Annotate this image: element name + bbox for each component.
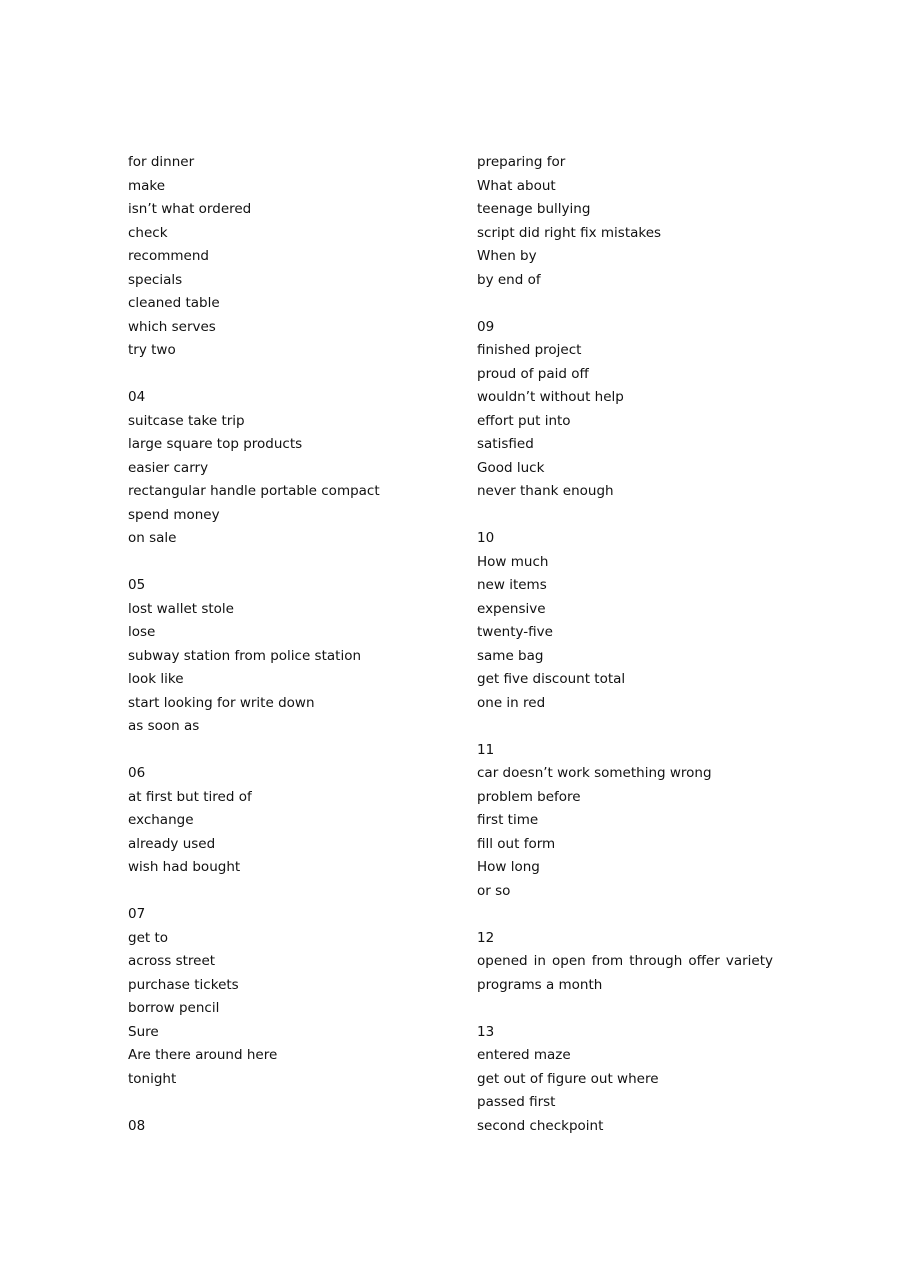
phrase-line: second checkpoint [477, 1117, 604, 1134]
phrase-line: tonight [128, 1070, 177, 1087]
phrase-line: entered maze [477, 1047, 571, 1063]
phrase-line: How much [477, 553, 549, 570]
right-column [477, 151, 773, 1138]
section-number: 08 [128, 1117, 146, 1134]
phrase-line: get five discount total [477, 671, 626, 687]
blank-line [128, 739, 428, 763]
phrase-line: large square top products [128, 436, 303, 452]
phrase-line: recommend [128, 248, 209, 264]
phrase-line: never thank enough [477, 483, 614, 499]
phrase-line: problem before [477, 788, 581, 805]
phrase-line: When by [477, 248, 537, 264]
section-number: 07 [128, 906, 146, 922]
phrase-line: lose [128, 624, 156, 640]
phrase-line: by end of [477, 271, 541, 288]
phrase-line: effort put into [477, 412, 571, 429]
phrase-line: specials [128, 271, 183, 288]
phrase-line: cleaned table [128, 295, 220, 311]
phrase-line: teenage bullying [477, 201, 591, 217]
section-number: 09 [477, 318, 495, 335]
phrase-line: satisfied [477, 436, 534, 452]
phrase-line: preparing for [477, 154, 566, 170]
phrase-line: on sale [128, 530, 177, 546]
phrase-line: expensive [477, 600, 546, 617]
phrase-line: wish had bought [128, 859, 241, 875]
phrase-line: programs a month [477, 976, 603, 993]
phrase-line: get to [128, 929, 169, 946]
phrase-line: already used [128, 835, 216, 852]
phrase-line: check [128, 224, 168, 241]
blank-line [477, 997, 773, 1021]
phrase-line: Sure [128, 1023, 159, 1040]
phrase-line: which serves [128, 318, 216, 335]
phrase-line: start looking for write down [128, 694, 315, 711]
blank-line [477, 715, 773, 739]
phrase-line: subway station from police station [128, 647, 362, 664]
phrase-line: or so [477, 882, 511, 899]
section-number: 11 [477, 741, 495, 758]
phrase-line: Good luck [477, 459, 545, 476]
phrase-line: exchange [128, 812, 194, 828]
phrase-line: make [128, 177, 166, 194]
phrase-line: rectangular handle portable compact [128, 483, 380, 499]
section-number: 06 [128, 765, 146, 781]
blank-line [477, 504, 773, 528]
phrase-line: car doesn’t work something wrong [477, 765, 712, 781]
phrase-line: isn’t what ordered [128, 201, 252, 217]
phrase-line: as soon as [128, 718, 200, 734]
section-number: 13 [477, 1023, 495, 1040]
phrase-line: look like [128, 671, 184, 687]
blank-line [477, 903, 773, 927]
section-number: 05 [128, 577, 146, 593]
phrase-line: finished project [477, 342, 582, 358]
phrase-line: try two [128, 342, 176, 358]
blank-line [128, 551, 428, 575]
phrase-line: new items [477, 577, 547, 593]
phrase-line: twenty-five [477, 624, 553, 640]
phrase-line: borrow pencil [128, 1000, 220, 1016]
section-number: 10 [477, 530, 495, 546]
phrase-line: across street [128, 953, 216, 969]
phrase-line: get out of figure out where [477, 1070, 659, 1087]
blank-line [128, 880, 428, 904]
phrase-line: easier carry [128, 459, 209, 476]
phrase-line: purchase tickets [128, 976, 239, 993]
phrase-line: What about [477, 177, 556, 194]
phrase-line: suitcase take trip [128, 412, 245, 429]
phrase-line: passed first [477, 1094, 556, 1110]
blank-line [128, 363, 428, 387]
phrase-line: same bag [477, 647, 544, 664]
phrase-line: spend money [128, 506, 220, 523]
section-number: 12 [477, 929, 495, 946]
phrase-line: wouldn’t without help [477, 389, 624, 405]
phrase-line: Are there around here [128, 1047, 278, 1063]
phrase-line: lost wallet stole [128, 600, 234, 617]
phrase-line: opened in open from through offer variety [477, 953, 773, 969]
phrase-line: first time [477, 812, 539, 828]
phrase-line: one in red [477, 694, 546, 711]
phrase-line: fill out form [477, 835, 556, 852]
blank-line [128, 1091, 428, 1115]
section-number: 04 [128, 389, 146, 405]
phrase-line: at first but tired of [128, 788, 252, 805]
phrase-line: script did right fix mistakes [477, 224, 662, 241]
blank-line [477, 292, 773, 316]
left-column [128, 151, 428, 1138]
phrase-line: How long [477, 859, 540, 875]
phrase-line: for dinner [128, 154, 195, 170]
phrase-line: proud of paid off [477, 365, 589, 382]
